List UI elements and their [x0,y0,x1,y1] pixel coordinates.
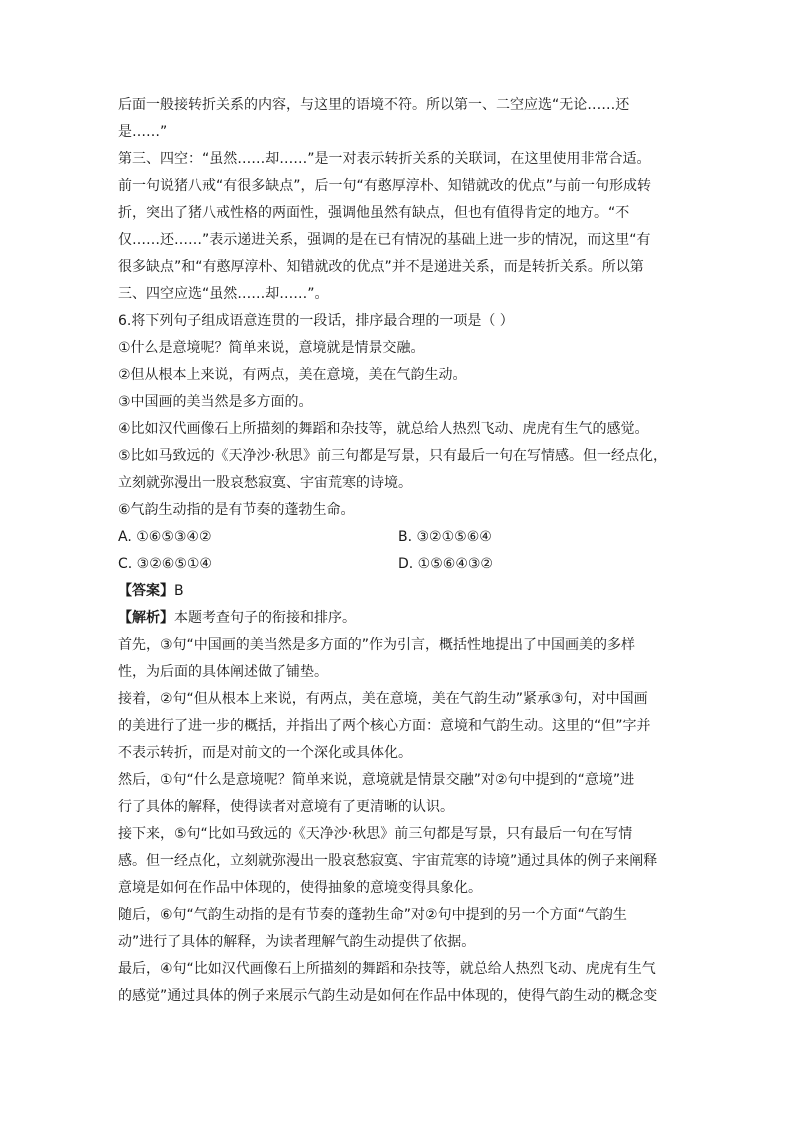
text-line: 行了具体的解释，使得读者对意境有了更清晰的认识。 [118,799,454,815]
text-line: 是……” [118,124,168,140]
option-b: B. ③②①⑤⑥④ [398,529,492,545]
option-c: C. ③②⑥⑤①④ [118,556,212,572]
text-line: 仅……还……”表示递进关系，强调的是在已有情况的基础上进一步的情况，而这里“有 [118,232,651,248]
text-line: 然后，①句“什么是意境呢？简单来说，意境就是情景交融”对②句中提到的“意境”进 [118,772,635,788]
text-line: 的感觉”通过具体的例子来展示气韵生动是如何在作品中体现的，使得气韵生动的概念变 [118,988,658,1004]
sentence-item: ①什么是意境呢？简单来说，意境就是情景交融。 [118,340,425,356]
text-line: 接下来，⑤句“比如马致远的《天净沙·秋思》前三句都是写景，只有最后一句在写情 [118,826,633,842]
intro-paragraph [118,92,678,308]
answer-line [118,578,678,605]
question-block [118,308,678,578]
text-line: 很多缺点”和“有憨厚淳朴、知错就改的优点”并不是递进关系，而是转折关系。所以第 [118,259,644,275]
text-line: 动”进行了具体的解释，为读者理解气韵生动提供了依据。 [118,934,476,950]
options-row [118,524,678,551]
analysis-label: 【解析】 [118,610,174,626]
text-line: 最后，④句“比如汉代画像石上所描刻的舞蹈和杂技等，就总给人热烈飞动、虎虎有生气 [118,961,656,977]
text-line: 接着，②句“但从根本上来说，有两点，美在意境，美在气韵生动”紧承③句，对中国画 [118,691,648,707]
text-line: 感。但一经点化，立刻就弥漫出一股哀愁寂寞、宇宙荒寒的诗境”通过具体的例子来阐释 [118,853,658,869]
text-line: 首先，③句“中国画的美当然是多方面的”作为引言，概括性地提出了中国画美的多样 [118,637,636,653]
sentence-item: ③中国画的美当然是多方面的。 [118,394,313,410]
text-line: 前一句说猪八戒“有很多缺点”，后一句“有憨厚淳朴、知错就改的优点”与前一句形成转 [118,178,652,194]
text-line: 不表示转折，而是对前文的一个深化或具体化。 [118,745,412,761]
text-line: 的美进行了进一步的概括，并指出了两个核心方面：意境和气韵生动。这里的“但”字并 [118,718,651,734]
options-row [118,551,678,578]
answer-label: 【答案】 [118,583,174,599]
analysis-first: 本题考查句子的衔接和排序。 [174,610,356,626]
analysis-body [118,632,678,1010]
sentence-item: 立刻就弥漫出一股哀愁寂寞、宇宙荒寒的诗境。 [118,475,412,491]
document-page [118,92,678,1010]
answer-value: B [174,583,184,599]
sentence-item: ⑤比如马致远的《天净沙·秋思》前三句都是写景，只有最后一句在写情感。但一经点化， [118,448,667,464]
option-a: A. ①⑥⑤③④② [118,529,212,545]
text-line: 折，突出了猪八戒性格的两面性，强调他虽然有缺点，但也有值得肯定的地方。“不 [118,205,630,221]
question-stem: 6.将下列句子组成语意连贯的一段话，排序最合理的一项是（ ） [118,313,514,329]
text-line: 第三、四空：“虽然……却……”是一对表示转折关系的关联词，在这里使用非常合适。 [118,151,651,167]
analysis-line [118,605,678,632]
sentence-item: ②但从根本上来说，有两点，美在意境，美在气韵生动。 [118,367,467,383]
sentence-item: ⑥气韵生动指的是有节奏的蓬勃生命。 [118,502,355,518]
sentence-item: ④比如汉代画像石上所描刻的舞蹈和杂技等，就总给人热烈飞动、虎虎有生气的感觉。 [118,421,649,437]
text-line: 意境是如何在作品中体现的，使得抽象的意境变得具象化。 [118,880,482,896]
text-line: 三、四空应选“虽然……却……”。 [118,286,329,302]
text-line: 后面一般接转折关系的内容，与这里的语境不符。所以第一、二空应选“无论……还 [118,97,630,113]
option-d: D. ①⑤⑥④③② [398,556,493,572]
text-line: 性，为后面的具体阐述做了铺垫。 [118,664,328,680]
text-line: 随后，⑥句“气韵生动指的是有节奏的蓬勃生命”对②句中提到的另一个方面“气韵生 [118,907,627,923]
